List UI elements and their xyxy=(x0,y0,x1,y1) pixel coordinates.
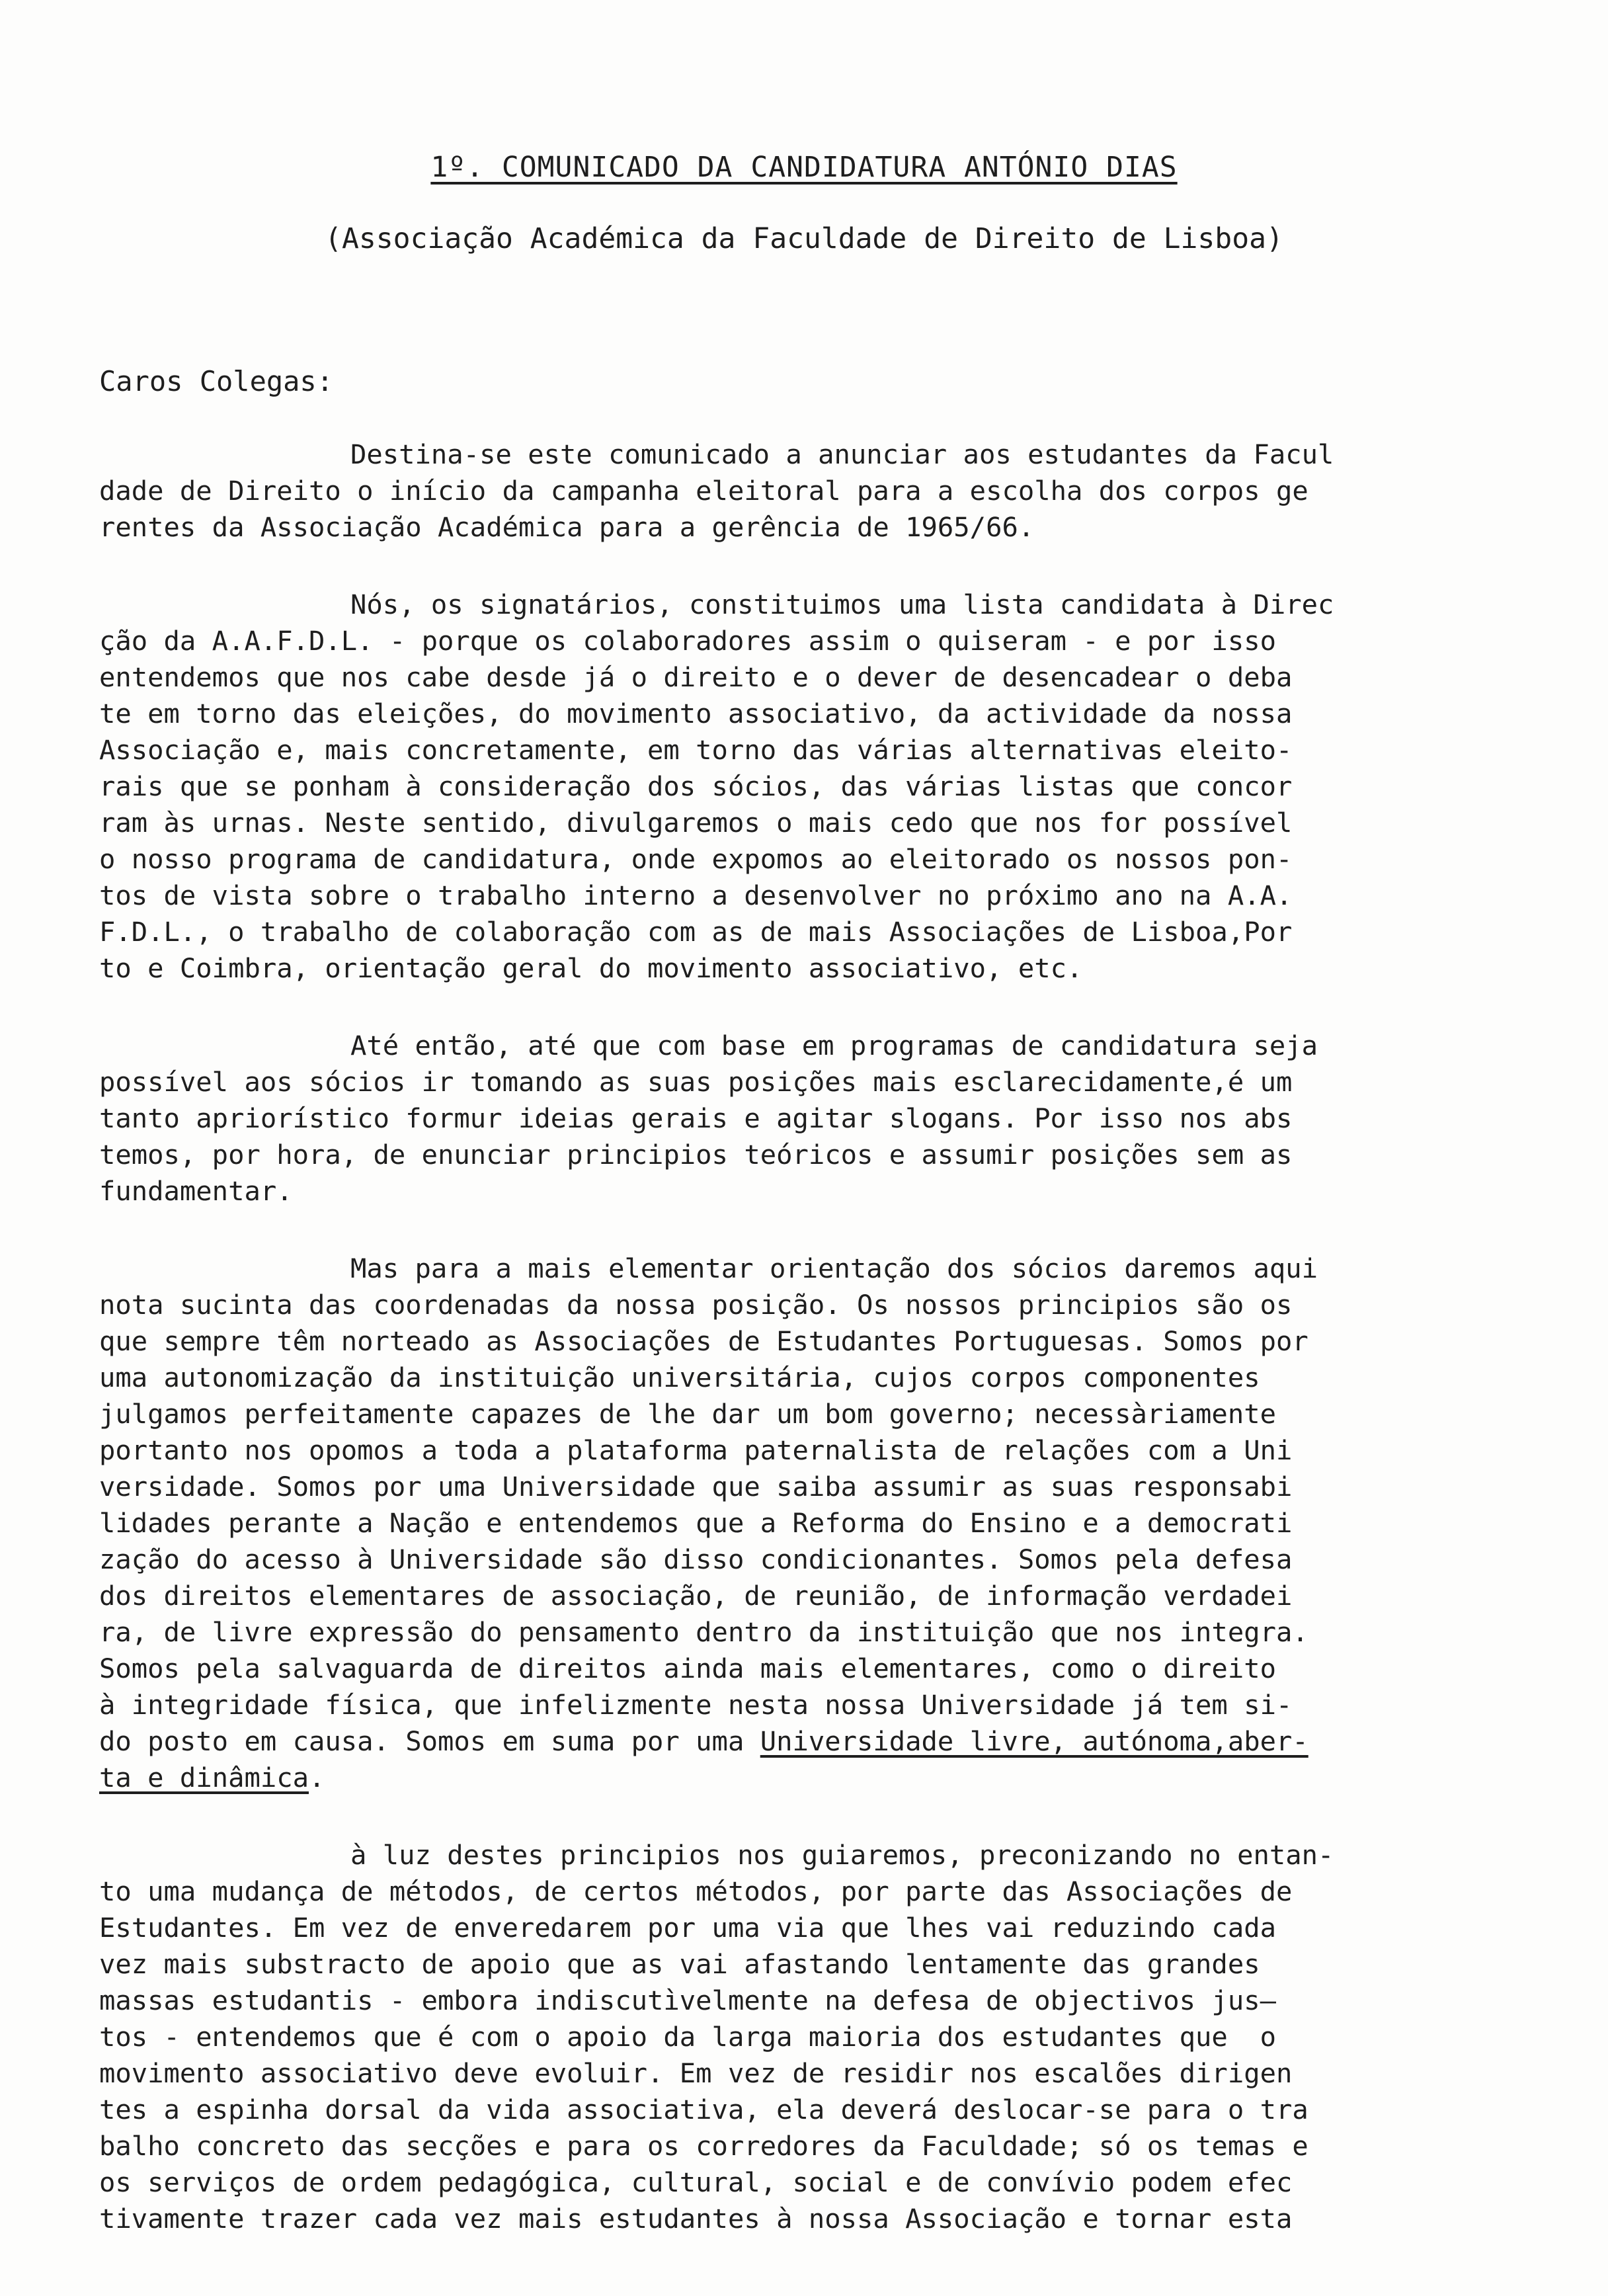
text-line: ram às urnas. Neste sentido, divulgaremos o mais cedo que nos for possível xyxy=(99,807,1293,839)
text-line: rais que se ponham à consideração dos sócios, das várias listas que concor xyxy=(99,770,1293,802)
text-line: dos direitos elementares de associação, de reunião, de informação verdadei xyxy=(99,1580,1293,1612)
text-line: ção da A.A.F.D.L. - porque os colaboradores assim o quiseram - e por isso xyxy=(99,625,1276,657)
text-line: que sempre têm norteado as Associações de Estudantes Portuguesas. Somos por xyxy=(99,1325,1308,1357)
text-line: Destina-se este comunicado a anunciar aos estudantes da Facul xyxy=(350,438,1334,470)
text-line: vez mais substracto de apoio que as vai afastando lentamente das grandes xyxy=(99,1948,1260,1980)
text-line: tos - entendemos que é com o apoio da larga maioria dos estudantes que o xyxy=(99,2021,1276,2053)
text-line: nota sucinta das coordenadas da nossa posição. Os nossos principios são os xyxy=(99,1289,1293,1321)
text-line: ra, de livre expressão do pensamento dentro da instituição que nos integra. xyxy=(99,1616,1308,1648)
text-line xyxy=(99,1723,1547,1760)
text-line: to uma mudança de métodos, de certos métodos, por parte das Associações de xyxy=(99,1875,1293,1907)
text-line: os serviços de ordem pedagógica, cultural, social e de convívio podem efec xyxy=(99,2166,1293,2198)
text-line: temos, por hora, de enunciar principios teóricos e assumir posições sem as xyxy=(99,1139,1293,1170)
text-line: zação do acesso à Universidade são disso condicionantes. Somos pela defesa xyxy=(99,1543,1293,1575)
text-line: Nós, os signatários, constituimos uma lista candidata à Direc xyxy=(350,589,1334,620)
text-line-end: . xyxy=(308,1762,325,1793)
text-line: Até então, até que com base em programas de candidatura seja xyxy=(350,1030,1318,1061)
emphasis-dinamica: ta e dinâmica xyxy=(99,1762,309,1793)
letter-body xyxy=(99,436,1547,2278)
text-line xyxy=(99,1760,1547,1796)
salutation: Caros Colegas: xyxy=(99,365,334,397)
text-line: to e Coimbra, orientação geral do movimento associativo, etc. xyxy=(99,952,1083,984)
paragraph-announcement xyxy=(99,436,1547,546)
text-line: entendemos que nos cabe desde já o direito e o dever de desencadear o deba xyxy=(99,661,1293,693)
text-line: fundamentar. xyxy=(99,1175,293,1207)
text-line: o nosso programa de candidatura, onde expomos ao eleitorado os nossos pon- xyxy=(99,843,1293,875)
text-line: tos de vista sobre o trabalho interno a desenvolver no próximo ano na A.A. xyxy=(99,880,1293,911)
document-subtitle: (Associação Académica da Faculdade de Direito de Lisboa) xyxy=(325,222,1283,255)
text-line: Somos pela salvaguarda de direitos ainda mais elementares, como o direito xyxy=(99,1653,1276,1684)
text-line: Mas para a mais elementar orientação dos sócios daremos aqui xyxy=(350,1252,1318,1284)
text-line: dade de Direito o início da campanha eleitoral para a escolha dos corpos ge xyxy=(99,475,1308,507)
paragraph-methods xyxy=(99,1837,1547,2237)
text-line: F.D.L., o trabalho de colaboração com as de mais Associações de Lisboa,Por xyxy=(99,916,1293,948)
text-line: Associação e, mais concretamente, em torno das várias alternativas eleito- xyxy=(99,734,1293,766)
text-line: tanto apriorístico formur ideias gerais e agitar slogans. Por isso nos abs xyxy=(99,1102,1293,1134)
text-line: rentes da Associação Académica para a gerência de 1965/66. xyxy=(99,511,1035,543)
text-line-start: do posto em causa. Somos em suma por uma xyxy=(99,1725,760,1757)
text-line: te em torno das eleições, do movimento associativo, da actividade da nossa xyxy=(99,698,1293,729)
text-line: tivamente trazer cada vez mais estudantes à nossa Associação e tornar esta xyxy=(99,2203,1293,2234)
text-line: Estudantes. Em vez de enveredarem por uma via que lhes vai reduzindo cada xyxy=(99,1912,1276,1944)
text-line: julgamos perfeitamente capazes de lhe dar um bom governo; necessàriamente xyxy=(99,1398,1276,1430)
text-line: balho concreto das secções e para os corredores da Faculdade; só os temas e xyxy=(99,2130,1308,2162)
text-line: portanto nos opomos a toda a plataforma paternalista de relações com a Uni xyxy=(99,1434,1293,1466)
paragraph-principles xyxy=(99,1250,1547,1796)
text-line: possível aos sócios ir tomando as suas posições mais esclarecidamente,é um xyxy=(99,1066,1293,1098)
text-line: uma autonomização da instituição universitária, cujos corpos componentes xyxy=(99,1362,1260,1393)
paragraph-until-then xyxy=(99,1028,1547,1210)
paragraph-candidacy xyxy=(99,587,1547,987)
text-line: à integridade física, que infelizmente nesta nossa Universidade já tem si- xyxy=(99,1689,1293,1721)
text-line: massas estudantis - embora indiscutìvelmente na defesa de objectivos jus— xyxy=(99,1985,1276,2016)
text-line: movimento associativo deve evoluir. Em vez de residir nos escalões dirigen xyxy=(99,2057,1293,2089)
document-title: 1º. COMUNICADO DA CANDIDATURA ANTÓNIO DIAS xyxy=(430,151,1178,184)
text-line: tes a espinha dorsal da vida associativa, ela deverá deslocar-se para o tra xyxy=(99,2094,1308,2125)
emphasis-universidade-livre: Universidade livre, autónoma,aber- xyxy=(760,1725,1308,1757)
text-line: versidade. Somos por uma Universidade que saiba assumir as suas responsabi xyxy=(99,1471,1293,1502)
text-line: à luz destes principios nos guiaremos, preconizando no entan- xyxy=(350,1839,1334,1871)
text-line: lidades perante a Nação e entendemos que a Reforma do Ensino e a democrati xyxy=(99,1507,1293,1539)
